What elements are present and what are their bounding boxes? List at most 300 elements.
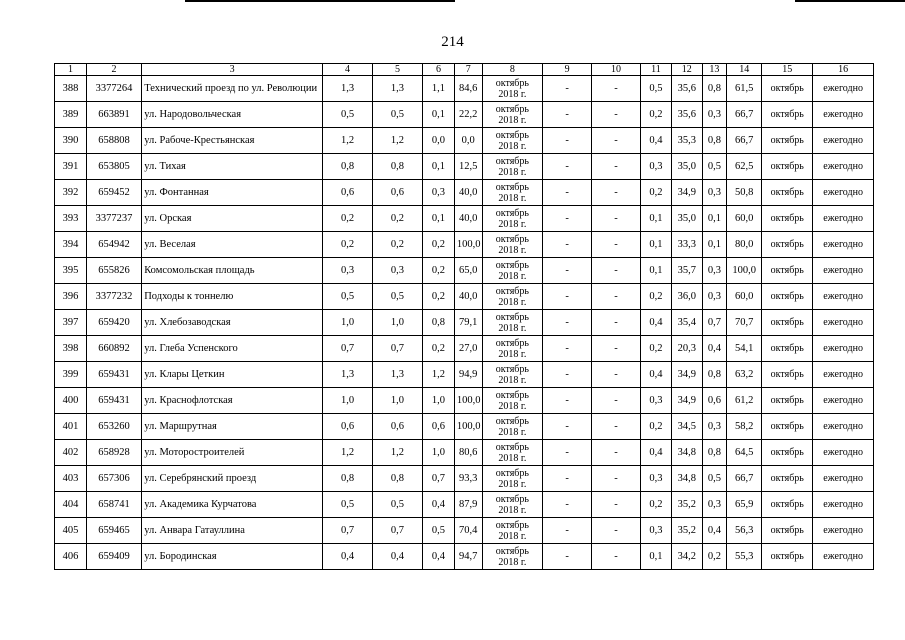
column-header-12: 12: [671, 64, 702, 76]
cell-col-7: 22,2: [454, 102, 482, 128]
table-row: [55, 440, 874, 466]
table-row: [55, 388, 874, 414]
cell-col-9: -: [543, 388, 592, 414]
cell-col-1: 391: [55, 154, 87, 180]
cell-col-16: ежегодно: [813, 232, 874, 258]
cell-col-13: 0,1: [702, 232, 726, 258]
cell-col-8: октябрь 2018 г.: [482, 180, 543, 206]
cell-col-16: ежегодно: [813, 102, 874, 128]
cell-col-14: 65,9: [727, 492, 762, 518]
cell-col-2: 657306: [86, 466, 141, 492]
cell-col-12: 35,6: [671, 76, 702, 102]
cell-col-11: 0,1: [641, 206, 672, 232]
cell-col-7: 84,6: [454, 76, 482, 102]
cell-col-2: 658928: [86, 440, 141, 466]
cell-col-1: 400: [55, 388, 87, 414]
cell-col-14: 66,7: [727, 102, 762, 128]
cell-col-7: 0,0: [454, 128, 482, 154]
cell-col-1: 404: [55, 492, 87, 518]
cell-col-5: 0,5: [373, 284, 423, 310]
cell-col-14: 64,5: [727, 440, 762, 466]
cell-col-6: 0,0: [422, 128, 454, 154]
cell-col-3: ул. Народовольческая: [142, 102, 323, 128]
cell-col-10: -: [592, 544, 641, 570]
cell-col-3: ул. Хлебозаводская: [142, 310, 323, 336]
cell-col-1: 393: [55, 206, 87, 232]
cell-col-4: 0,2: [323, 232, 373, 258]
cell-col-12: 35,3: [671, 128, 702, 154]
column-header-13: 13: [702, 64, 726, 76]
cell-col-2: 663891: [86, 102, 141, 128]
cell-col-15: октябрь: [762, 466, 813, 492]
cell-col-10: -: [592, 206, 641, 232]
cell-col-5: 0,6: [373, 180, 423, 206]
cell-col-15: октябрь: [762, 180, 813, 206]
cell-col-7: 87,9: [454, 492, 482, 518]
cell-col-13: 0,4: [702, 518, 726, 544]
cell-col-1: 406: [55, 544, 87, 570]
cell-col-3: Технический проезд по ул. Революции: [142, 76, 323, 102]
cell-col-2: 660892: [86, 336, 141, 362]
cell-col-10: -: [592, 154, 641, 180]
cell-col-12: 34,8: [671, 466, 702, 492]
cell-col-13: 0,3: [702, 102, 726, 128]
column-header-16: 16: [813, 64, 874, 76]
cell-col-14: 61,5: [727, 76, 762, 102]
cell-col-5: 1,0: [373, 310, 423, 336]
cell-col-14: 60,0: [727, 284, 762, 310]
table-row: [55, 284, 874, 310]
cell-col-9: -: [543, 180, 592, 206]
cell-col-15: октябрь: [762, 76, 813, 102]
cell-col-9: -: [543, 544, 592, 570]
cell-col-9: -: [543, 440, 592, 466]
cell-col-2: 3377264: [86, 76, 141, 102]
table-row: [55, 258, 874, 284]
cell-col-3: ул. Серебрянский проезд: [142, 466, 323, 492]
cell-col-8: октябрь 2018 г.: [482, 154, 543, 180]
cell-col-5: 1,2: [373, 128, 423, 154]
cell-col-4: 1,2: [323, 128, 373, 154]
cell-col-8: октябрь 2018 г.: [482, 232, 543, 258]
cell-col-4: 0,5: [323, 102, 373, 128]
cell-col-5: 0,7: [373, 336, 423, 362]
cell-col-16: ежегодно: [813, 180, 874, 206]
cell-col-1: 403: [55, 466, 87, 492]
cell-col-1: 396: [55, 284, 87, 310]
cell-col-8: октябрь 2018 г.: [482, 492, 543, 518]
cell-col-4: 0,6: [323, 180, 373, 206]
cell-col-4: 1,3: [323, 76, 373, 102]
cell-col-11: 0,2: [641, 102, 672, 128]
cell-col-16: ежегодно: [813, 362, 874, 388]
cell-col-15: октябрь: [762, 362, 813, 388]
page-number: 214: [441, 34, 464, 50]
cell-col-2: 655826: [86, 258, 141, 284]
cell-col-4: 0,4: [323, 544, 373, 570]
cell-col-6: 0,2: [422, 258, 454, 284]
cell-col-11: 0,3: [641, 518, 672, 544]
table-row: [55, 76, 874, 102]
table-row: [55, 154, 874, 180]
cell-col-14: 60,0: [727, 206, 762, 232]
cell-col-15: октябрь: [762, 206, 813, 232]
column-header-1: 1: [55, 64, 87, 76]
cell-col-11: 0,2: [641, 180, 672, 206]
cell-col-2: 3377232: [86, 284, 141, 310]
cell-col-12: 35,4: [671, 310, 702, 336]
cell-col-1: 397: [55, 310, 87, 336]
cell-col-2: 3377237: [86, 206, 141, 232]
cell-col-13: 0,5: [702, 154, 726, 180]
cell-col-6: 0,2: [422, 232, 454, 258]
cell-col-3: ул. Академика Курчатова: [142, 492, 323, 518]
column-header-6: 6: [422, 64, 454, 76]
cell-col-8: октябрь 2018 г.: [482, 336, 543, 362]
cell-col-12: 34,9: [671, 362, 702, 388]
cell-col-15: октябрь: [762, 154, 813, 180]
column-header-11: 11: [641, 64, 672, 76]
cell-col-15: октябрь: [762, 232, 813, 258]
cell-col-6: 0,6: [422, 414, 454, 440]
cell-col-4: 0,5: [323, 284, 373, 310]
cell-col-10: -: [592, 102, 641, 128]
cell-col-16: ежегодно: [813, 310, 874, 336]
cell-col-14: 100,0: [727, 258, 762, 284]
cell-col-9: -: [543, 284, 592, 310]
cell-col-11: 0,4: [641, 440, 672, 466]
column-header-15: 15: [762, 64, 813, 76]
cell-col-12: 35,7: [671, 258, 702, 284]
cell-col-9: -: [543, 76, 592, 102]
cell-col-14: 63,2: [727, 362, 762, 388]
cell-col-8: октябрь 2018 г.: [482, 310, 543, 336]
cell-col-5: 0,2: [373, 232, 423, 258]
cell-col-8: октябрь 2018 г.: [482, 284, 543, 310]
cell-col-11: 0,5: [641, 76, 672, 102]
cell-col-14: 80,0: [727, 232, 762, 258]
cell-col-11: 0,3: [641, 154, 672, 180]
cell-col-3: ул. Веселая: [142, 232, 323, 258]
cell-col-10: -: [592, 128, 641, 154]
cell-col-13: 0,5: [702, 466, 726, 492]
column-header-14: 14: [727, 64, 762, 76]
cell-col-9: -: [543, 258, 592, 284]
cell-col-1: 395: [55, 258, 87, 284]
cell-col-13: 0,1: [702, 206, 726, 232]
cell-col-9: -: [543, 206, 592, 232]
cell-col-7: 40,0: [454, 180, 482, 206]
table-row: [55, 414, 874, 440]
cell-col-15: октябрь: [762, 128, 813, 154]
cell-col-10: -: [592, 180, 641, 206]
cell-col-16: ежегодно: [813, 518, 874, 544]
cell-col-10: -: [592, 388, 641, 414]
cell-col-1: 389: [55, 102, 87, 128]
cell-col-12: 35,0: [671, 154, 702, 180]
cell-col-8: октябрь 2018 г.: [482, 128, 543, 154]
cell-col-6: 0,1: [422, 102, 454, 128]
cell-col-6: 0,8: [422, 310, 454, 336]
cell-col-12: 20,3: [671, 336, 702, 362]
cell-col-3: ул. Маршрутная: [142, 414, 323, 440]
cell-col-15: октябрь: [762, 336, 813, 362]
cell-col-14: 66,7: [727, 128, 762, 154]
cell-col-5: 1,2: [373, 440, 423, 466]
cell-col-7: 40,0: [454, 284, 482, 310]
cell-col-3: ул. Глеба Успенского: [142, 336, 323, 362]
cell-col-14: 70,7: [727, 310, 762, 336]
cell-col-11: 0,4: [641, 310, 672, 336]
cell-col-2: 659431: [86, 388, 141, 414]
cell-col-15: октябрь: [762, 518, 813, 544]
cell-col-13: 0,3: [702, 414, 726, 440]
cell-col-12: 34,8: [671, 440, 702, 466]
cell-col-7: 94,9: [454, 362, 482, 388]
cell-col-10: -: [592, 232, 641, 258]
cell-col-16: ежегодно: [813, 154, 874, 180]
cell-col-5: 0,5: [373, 102, 423, 128]
cell-col-5: 0,7: [373, 518, 423, 544]
cell-col-10: -: [592, 466, 641, 492]
cell-col-6: 0,1: [422, 154, 454, 180]
cell-col-6: 0,3: [422, 180, 454, 206]
column-header-8: 8: [482, 64, 543, 76]
cell-col-2: 659465: [86, 518, 141, 544]
cell-col-13: 0,3: [702, 284, 726, 310]
cell-col-4: 0,7: [323, 336, 373, 362]
cell-col-1: 405: [55, 518, 87, 544]
cell-col-3: ул. Фонтанная: [142, 180, 323, 206]
cell-col-14: 50,8: [727, 180, 762, 206]
cell-col-13: 0,7: [702, 310, 726, 336]
cell-col-11: 0,2: [641, 492, 672, 518]
cell-col-4: 0,5: [323, 492, 373, 518]
cell-col-1: 394: [55, 232, 87, 258]
cell-col-10: -: [592, 76, 641, 102]
cell-col-6: 0,2: [422, 336, 454, 362]
cell-col-1: 390: [55, 128, 87, 154]
cell-col-2: 654942: [86, 232, 141, 258]
cell-col-12: 35,0: [671, 206, 702, 232]
cell-col-4: 0,8: [323, 466, 373, 492]
cell-col-10: -: [592, 518, 641, 544]
cell-col-1: 388: [55, 76, 87, 102]
cell-col-3: ул. Бородинская: [142, 544, 323, 570]
cell-col-5: 0,2: [373, 206, 423, 232]
table-row: [55, 466, 874, 492]
cell-col-16: ежегодно: [813, 284, 874, 310]
cell-col-7: 12,5: [454, 154, 482, 180]
cell-col-11: 0,3: [641, 388, 672, 414]
table-row: [55, 180, 874, 206]
table-row: [55, 362, 874, 388]
cell-col-3: ул. Клары Цеткин: [142, 362, 323, 388]
cell-col-15: октябрь: [762, 414, 813, 440]
table-row: [55, 492, 874, 518]
cell-col-6: 0,4: [422, 544, 454, 570]
cell-col-8: октябрь 2018 г.: [482, 258, 543, 284]
cell-col-1: 398: [55, 336, 87, 362]
cell-col-1: 392: [55, 180, 87, 206]
cell-col-3: Комсомольская площадь: [142, 258, 323, 284]
cell-col-8: октябрь 2018 г.: [482, 102, 543, 128]
cell-col-6: 1,0: [422, 388, 454, 414]
cell-col-11: 0,1: [641, 258, 672, 284]
cell-col-6: 0,2: [422, 284, 454, 310]
cell-col-13: 0,3: [702, 258, 726, 284]
cell-col-5: 0,8: [373, 154, 423, 180]
cell-col-16: ежегодно: [813, 440, 874, 466]
cell-col-10: -: [592, 284, 641, 310]
cell-col-4: 1,3: [323, 362, 373, 388]
cell-col-6: 1,2: [422, 362, 454, 388]
cell-col-12: 34,9: [671, 180, 702, 206]
cell-col-15: октябрь: [762, 492, 813, 518]
cell-col-2: 659420: [86, 310, 141, 336]
column-header-2: 2: [86, 64, 141, 76]
cell-col-3: Подходы к тоннелю: [142, 284, 323, 310]
cell-col-14: 62,5: [727, 154, 762, 180]
table-body: [55, 76, 874, 570]
cell-col-12: 35,2: [671, 518, 702, 544]
cell-col-10: -: [592, 336, 641, 362]
cell-col-9: -: [543, 154, 592, 180]
table-row: [55, 102, 874, 128]
top-edge-line-left: [185, 0, 455, 2]
cell-col-15: октябрь: [762, 440, 813, 466]
cell-col-6: 0,7: [422, 466, 454, 492]
cell-col-8: октябрь 2018 г.: [482, 518, 543, 544]
cell-col-3: ул. Рабоче-Крестьянская: [142, 128, 323, 154]
cell-col-15: октябрь: [762, 544, 813, 570]
cell-col-11: 0,1: [641, 232, 672, 258]
cell-col-13: 0,3: [702, 180, 726, 206]
cell-col-2: 659431: [86, 362, 141, 388]
cell-col-4: 0,2: [323, 206, 373, 232]
cell-col-8: октябрь 2018 г.: [482, 206, 543, 232]
cell-col-10: -: [592, 414, 641, 440]
cell-col-13: 0,4: [702, 336, 726, 362]
cell-col-2: 659409: [86, 544, 141, 570]
cell-col-8: октябрь 2018 г.: [482, 440, 543, 466]
cell-col-11: 0,2: [641, 336, 672, 362]
cell-col-9: -: [543, 128, 592, 154]
cell-col-13: 0,6: [702, 388, 726, 414]
cell-col-8: октябрь 2018 г.: [482, 388, 543, 414]
cell-col-14: 56,3: [727, 518, 762, 544]
cell-col-9: -: [543, 518, 592, 544]
cell-col-9: -: [543, 102, 592, 128]
cell-col-14: 55,3: [727, 544, 762, 570]
cell-col-12: 36,0: [671, 284, 702, 310]
cell-col-16: ежегодно: [813, 76, 874, 102]
cell-col-5: 0,5: [373, 492, 423, 518]
road-register-table: [54, 63, 874, 570]
cell-col-6: 0,5: [422, 518, 454, 544]
cell-col-7: 40,0: [454, 206, 482, 232]
cell-col-11: 0,1: [641, 544, 672, 570]
cell-col-5: 1,3: [373, 76, 423, 102]
cell-col-13: 0,2: [702, 544, 726, 570]
cell-col-8: октябрь 2018 г.: [482, 362, 543, 388]
cell-col-14: 61,2: [727, 388, 762, 414]
cell-col-12: 35,6: [671, 102, 702, 128]
cell-col-7: 65,0: [454, 258, 482, 284]
cell-col-13: 0,8: [702, 76, 726, 102]
cell-col-4: 0,3: [323, 258, 373, 284]
column-header-4: 4: [323, 64, 373, 76]
cell-col-4: 0,7: [323, 518, 373, 544]
cell-col-13: 0,8: [702, 362, 726, 388]
cell-col-9: -: [543, 232, 592, 258]
cell-col-16: ежегодно: [813, 466, 874, 492]
cell-col-1: 402: [55, 440, 87, 466]
cell-col-16: ежегодно: [813, 206, 874, 232]
cell-col-1: 401: [55, 414, 87, 440]
cell-col-3: ул. Краснофлотская: [142, 388, 323, 414]
header-row: [55, 64, 874, 76]
table-row: [55, 232, 874, 258]
cell-col-7: 27,0: [454, 336, 482, 362]
table-row: [55, 544, 874, 570]
cell-col-10: -: [592, 440, 641, 466]
cell-col-9: -: [543, 414, 592, 440]
cell-col-7: 100,0: [454, 414, 482, 440]
cell-col-16: ежегодно: [813, 388, 874, 414]
cell-col-9: -: [543, 466, 592, 492]
cell-col-12: 34,2: [671, 544, 702, 570]
cell-col-1: 399: [55, 362, 87, 388]
cell-col-15: октябрь: [762, 388, 813, 414]
cell-col-13: 0,8: [702, 128, 726, 154]
cell-col-12: 34,5: [671, 414, 702, 440]
cell-col-7: 100,0: [454, 232, 482, 258]
cell-col-4: 1,0: [323, 388, 373, 414]
column-header-9: 9: [543, 64, 592, 76]
cell-col-10: -: [592, 492, 641, 518]
cell-col-8: октябрь 2018 г.: [482, 414, 543, 440]
cell-col-5: 0,6: [373, 414, 423, 440]
cell-col-16: ежегодно: [813, 128, 874, 154]
table-row: [55, 518, 874, 544]
cell-col-10: -: [592, 258, 641, 284]
cell-col-10: -: [592, 362, 641, 388]
cell-col-6: 0,1: [422, 206, 454, 232]
cell-col-2: 653260: [86, 414, 141, 440]
cell-col-7: 79,1: [454, 310, 482, 336]
cell-col-5: 0,8: [373, 466, 423, 492]
cell-col-9: -: [543, 310, 592, 336]
cell-col-5: 0,3: [373, 258, 423, 284]
cell-col-6: 0,4: [422, 492, 454, 518]
cell-col-4: 0,6: [323, 414, 373, 440]
cell-col-3: ул. Тихая: [142, 154, 323, 180]
cell-col-12: 33,3: [671, 232, 702, 258]
cell-col-11: 0,3: [641, 466, 672, 492]
cell-col-11: 0,4: [641, 362, 672, 388]
cell-col-7: 100,0: [454, 388, 482, 414]
cell-col-11: 0,2: [641, 284, 672, 310]
cell-col-16: ежегодно: [813, 258, 874, 284]
cell-col-14: 54,1: [727, 336, 762, 362]
cell-col-13: 0,3: [702, 492, 726, 518]
column-header-3: 3: [142, 64, 323, 76]
cell-col-2: 658741: [86, 492, 141, 518]
cell-col-2: 659452: [86, 180, 141, 206]
cell-col-13: 0,8: [702, 440, 726, 466]
cell-col-15: октябрь: [762, 102, 813, 128]
